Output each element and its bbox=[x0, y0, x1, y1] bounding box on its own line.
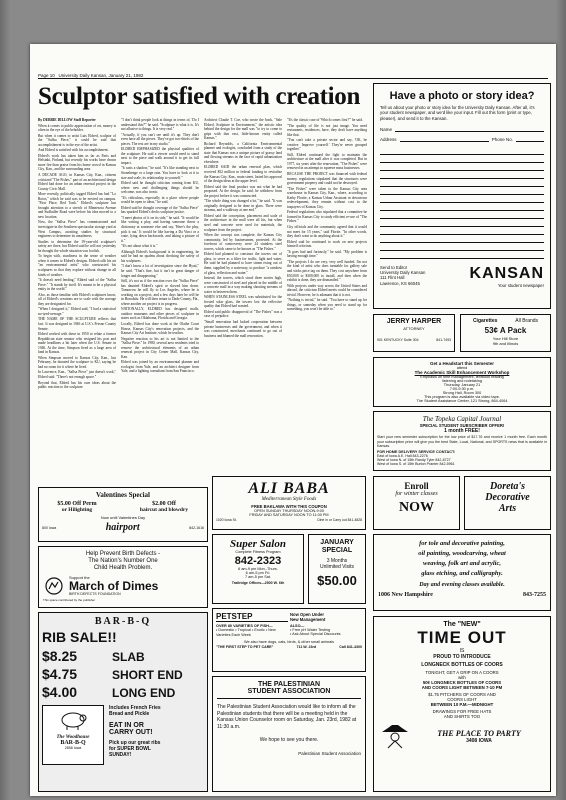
workshop-line: Strong Hall, Room 300 bbox=[442, 391, 482, 395]
paragraph: Still, Eldred continued the fight to maintain the architecture at the mall after it was completed. But in 1977, six years after the renovation, "The Fishes" were removed in an attempt to squeeze mass businesses. bbox=[287, 152, 367, 171]
petstep-over: OVER 80 VARIETIES OF FISH— bbox=[216, 624, 273, 628]
ad-enroll bbox=[373, 476, 460, 530]
woodhouse-name: The Woodhouse bbox=[56, 735, 90, 740]
paragraph: "The whole thing was changed a lot," he said. "It was originally designed to be done in glass. There were streams, and a walkway at one end." bbox=[204, 199, 282, 213]
special-line: 3 Months bbox=[326, 558, 348, 564]
salon-hours: 7 am-5 pm Sat. bbox=[245, 575, 271, 579]
pick-up-line: for SUPER BOWL bbox=[109, 746, 151, 752]
form-lines bbox=[380, 147, 544, 259]
pick-up-line: SUNDAY! bbox=[109, 752, 132, 758]
article-column-4 bbox=[287, 118, 367, 478]
petstep-right bbox=[290, 612, 362, 638]
timeout-new: The "NEW" bbox=[443, 621, 481, 628]
paragraph: Although Eldred's background is in engineering, he said he had no qualms about checking the safety of his sculptures. bbox=[121, 249, 199, 263]
timeout-line: LONGNECK BOTTLES OF COORS bbox=[421, 662, 503, 668]
ad-petstep bbox=[212, 608, 366, 672]
march-of-dimes-emblem-icon bbox=[43, 577, 65, 595]
petstep-phone: Call 841-4300 bbox=[339, 645, 362, 649]
petstep-left bbox=[216, 612, 288, 638]
paragraph: Also, as those familiar with Eldred's sculptures know, all of Eldred's creations are to scale with the acreage they are designated for. bbox=[38, 292, 116, 306]
dimes-line: Child Health Problem. bbox=[93, 565, 153, 571]
topeka-contact: West of Iowa N. of 15th Randy Tyler 842-8727 bbox=[377, 457, 451, 462]
petstep-also-item: • Ask About Special Discounts bbox=[290, 632, 341, 636]
petstep-animals: We also have dogs, cats, birds, & other small animals bbox=[243, 640, 335, 644]
paragraph: Eldred worked with these in 1950 to relate a former Republican state senator who resigned his post and made headlines a bit later when the U.S. Senate in 1946. At the time, Simpson lived as a large area of land in Kansas. bbox=[38, 332, 116, 355]
workshop-title: The Academic Skill Enhancement Workshop bbox=[414, 370, 510, 375]
doretas-name: Decorative bbox=[485, 492, 530, 503]
paragraph: Eldred said he thought coverage of the "Sallsa Piece" has sparked Eldred's decks sculpture justice. bbox=[121, 205, 199, 215]
dimes-line: Help Prevent Birth Defects - bbox=[85, 551, 161, 557]
paragraph: Locally, Eldred has done work at the Olathe Court House, Kansas City's renovation projects, and the Kansas City Art Institute, which he teaches. bbox=[121, 321, 199, 336]
crafts-lines bbox=[378, 539, 546, 579]
hairport-phone: 842-1616 bbox=[189, 525, 204, 530]
paragraph: "Actually, if you can't see until it's up. They don't even have all the pieces. They've got two-thirds of the pieces. The rest are in my studio." bbox=[121, 132, 199, 146]
idea-line[interactable] bbox=[380, 251, 544, 259]
addr-line: Lawrence, KS 66045 bbox=[380, 280, 420, 286]
petstep-items: • Domestic • Tropical • Exotic • New Varieties Each Week bbox=[216, 628, 276, 637]
ad-january-special bbox=[308, 534, 366, 604]
timeout-place-block bbox=[412, 729, 546, 744]
carry-out: CARRY OUT! bbox=[109, 729, 153, 736]
palestinian-signature: Palestinian Student Association bbox=[298, 751, 361, 757]
eat-in: EAT IN OR bbox=[109, 722, 144, 729]
paragraph: BECAUSE THE PROJECT was financed with federal money, regulations stipulated that the structures were government property and could not be destroyed. bbox=[287, 172, 367, 186]
haircut-offer-sub: haircut and blowdry bbox=[139, 507, 189, 513]
workshop-line: attend bbox=[456, 366, 468, 370]
perm-offer-sub: or Hilighting bbox=[61, 507, 93, 513]
topeka-delivery: FOR HOME DELIVERY SERVICE CONTACT: bbox=[377, 449, 456, 454]
workshop-line: The Student Assistance Center, 121 Strong, 864-4064 bbox=[416, 399, 508, 403]
paragraph: "The Fishes" were taken to the Kansas City area warehouse in Kansas City, Kan., where, according to Kathy Florite, a Kansas Urban Assistant in downtown redevelopment, they remain without cost to the taxpayers of Kansas City. bbox=[287, 186, 367, 209]
paragraph: Eldred said public disapproval of "The Fishes" was a case of prejudice. bbox=[204, 309, 282, 319]
paragraph: "It's the classic case of 'Which comes first?'" he said. bbox=[287, 118, 363, 122]
timeout-line: DRAWINGS FOR FREE HATS bbox=[432, 709, 492, 714]
ad-photo-story bbox=[373, 83, 551, 309]
paragraph: Still, it's not as if the reaction over the "Sallsa Piece" has daunted Eldred's spirit or slowed him down. Tomorrow he will fly to Los Angeles, where he is working on a project, and a few days later he will be in Honolulu. He will then return to Dade County, Fla., where another art project is in progress. bbox=[121, 279, 199, 306]
attorney-name: JERRY HARPER bbox=[386, 318, 442, 325]
idea-line[interactable] bbox=[380, 187, 544, 195]
dimes-logo-block bbox=[69, 575, 158, 596]
paragraph: Eldred's work has taken him as far as Paris and Helsinki, Finland, but recently his works have drawn more fire than praise from his home crowd in Kansas City, Kan., and the surrounding area. bbox=[38, 153, 116, 172]
workshop-line: Get a Headstart this Semester bbox=[429, 361, 495, 366]
topeka-body: Start your new semester subscription for the low price of $17.76 and receive 1 month free. Each month your subscription price will give you the best State, Local, National, and SPORTS news that is available in Kansas. bbox=[377, 435, 547, 449]
cowboy-icon bbox=[378, 723, 412, 749]
timeout-title: TIME OUT bbox=[417, 628, 507, 647]
topeka-contact: East of Iowa A.E. Hall 843-2276 bbox=[377, 453, 428, 458]
paragraph: "It casts a shadow," he said. "It's like standing next to Stonehenge or a large ruin. You have to look at it to size and scale, its relationship to yourself." bbox=[121, 166, 199, 180]
paragraph: A DECADE AGO, in Kansas City, Kan., citizens criticized "The Fishes," part of an architectural design Eldred had done for an urban renewal project in the County Civic Mall. bbox=[38, 173, 116, 191]
ad-attorney bbox=[373, 314, 455, 352]
paragraph: "The projects I do are very, very well funded. I'm not the kind of artist who does turntable for gallery sale and sticks price tag on them. They cost anywhere from $50,000 to $300,000 to install, and then when the exhibit is done, they are dismantled." bbox=[287, 259, 367, 283]
ad-photo-story-headline: Have a photo or story idea? bbox=[389, 90, 535, 102]
woodhouse-logo-block bbox=[42, 705, 104, 765]
paragraph: "I don't know a lot of investigation since the Hyatt," he said. "That's fine, but it isn't in great danger of longer and disappearing." bbox=[121, 264, 199, 278]
price: $4.00 bbox=[42, 684, 78, 700]
topeka-contact: West of Iowa S. of 15th Burton Pranter 842-5961 bbox=[377, 461, 455, 466]
crafts-line: weaving, folk art and acrylic, bbox=[423, 560, 501, 567]
salon-logo: Super Salon bbox=[230, 538, 286, 550]
crafts-line: glass etching, and calligraphy. bbox=[421, 570, 503, 577]
idea-line[interactable] bbox=[380, 227, 544, 235]
paragraph: ELDRED EMPHASIZED the physical qualities of the sculpture. He said a viewer would need to stand next to the piece and walk around it to get its full impact. bbox=[121, 147, 199, 165]
headline: Sculptor satisfied with creation bbox=[38, 83, 361, 110]
paragraph: With projects under way across the United States and abroad, the criticism Eldred meets could be considered trivial. However, he is adamant that it is not. bbox=[287, 283, 367, 297]
ad-march-of-dimes bbox=[38, 546, 208, 608]
attorney-phone: 841-7493 bbox=[436, 338, 451, 342]
name-line[interactable] bbox=[395, 127, 544, 132]
send-label: Send to Editor bbox=[380, 264, 408, 270]
timeout-line: AND SHIRTS TOO bbox=[443, 714, 481, 719]
petstep-also-item: • Free pH Water Testing bbox=[290, 628, 331, 632]
dimes-footer: This space contributed by the publisher bbox=[43, 598, 96, 602]
paragraph: And Eldred is satisfied with his accomplishment. bbox=[38, 148, 109, 153]
topeka-title: The Topeka Capital Journal bbox=[422, 415, 502, 423]
ali-baba-line: FRIDAY AND SATURDAY NOON TO 11:00 PM bbox=[249, 513, 329, 517]
paragraph: "When I designed it," Eldred said, "I had a statistical no-tyed-average." bbox=[38, 307, 116, 316]
page-number: Page 10 bbox=[38, 73, 55, 78]
paragraph: When the concept was complete, the Kansas City community, led by businessmen, protested. At the forefront of controversy were 24 stainless steel towers, which came to be known as "The Fishes." bbox=[204, 233, 282, 251]
ad-crafts bbox=[373, 534, 551, 611]
price-item: SHORT END bbox=[112, 668, 183, 682]
paragraph: "It doesn't need lending," Eldred said of the "Sallsa Piece." "It stands by itself. It's meant to be a physical entity in the world." bbox=[38, 278, 116, 292]
topeka-offer: 1 month FREE! bbox=[444, 428, 480, 434]
timeout-line: AND COORS LIGHT BETWEEN 7-10 PM bbox=[421, 685, 503, 690]
petstep-open: Now Open Under bbox=[290, 612, 324, 617]
ali-baba-line: FREE BAKLAWA WITH THIS COUPON bbox=[251, 504, 327, 509]
enroll-sub: for winter classes bbox=[395, 491, 438, 497]
barbecue-details bbox=[104, 705, 204, 765]
dimes-text bbox=[43, 551, 203, 572]
timeout-line: IS bbox=[459, 648, 465, 654]
kansan-logo: KANSAN bbox=[469, 264, 544, 282]
ad-doretas bbox=[464, 476, 551, 530]
idea-line[interactable] bbox=[380, 163, 544, 171]
valentines-right bbox=[124, 501, 204, 513]
includes-line: Includes French Fries bbox=[109, 705, 161, 711]
header-rule bbox=[38, 78, 548, 79]
doretas-name: Arts bbox=[498, 503, 517, 514]
petstep-logo: PETSTEP bbox=[216, 612, 288, 622]
salon-line: Complete Fitness Program bbox=[235, 550, 281, 554]
paragraph: Beyond that, Eldred has his own ideas about the public reaction to the sculpture. bbox=[38, 380, 116, 390]
cigarettes-word: Cigarettes bbox=[472, 318, 498, 324]
rib-sale: RIB SALE!! bbox=[42, 629, 117, 645]
dimes-logo: March of Dimes bbox=[69, 579, 159, 593]
petstep-address: 711 W. 23rd bbox=[296, 645, 317, 649]
enroll-word: Enroll bbox=[404, 481, 429, 491]
price-item: SLAB bbox=[112, 650, 145, 664]
store-location: 9th and Illinois bbox=[492, 341, 519, 346]
ad-topeka-capital bbox=[373, 411, 551, 471]
idea-line[interactable] bbox=[380, 243, 544, 251]
paragraph: "It goes bad and furiously," he said. "My problem is having enough time." bbox=[287, 249, 367, 259]
paragraph: Eldred said he continued to work on new projects himself criticism. bbox=[287, 239, 367, 249]
woodhouse-address: 2858 Iowa bbox=[64, 746, 82, 750]
hairport-logo: hairport bbox=[105, 522, 140, 533]
paragraph: THE NAME OF THE SCULPTURE reflects that fact. It was designed in 1946 at U.S.'s Fresno County Senate. bbox=[38, 317, 116, 331]
paragraph: Negative reaction to his art is not limited to the "Sallsa Piece." In 1980, several area residents tried to remove the architectural elements of an urban renewal project in City Center Mall, Kansas City, Kan. bbox=[121, 336, 199, 359]
doretas-name: Doreta's bbox=[490, 481, 525, 492]
idea-line[interactable] bbox=[380, 179, 544, 187]
paragraph: "You can't take a private sector and say, 'OK, be creative. Improve yourself.' They're never grouped together." bbox=[287, 138, 367, 152]
workshop-line: listening and notetaking bbox=[442, 379, 482, 383]
palestinian-title: THE PALESTINIAN bbox=[257, 681, 321, 688]
palestinian-body: The Palestinian Student Association would like to inform all the Palestinian students that there will be a meeting held in the Kansas Union Counselor room on Saturday, Jan. 23rd, 1982 at 11:30 a.m. bbox=[217, 704, 357, 730]
enroll-now: NOW bbox=[399, 500, 434, 515]
paragraph: But when it comes to artist Luis Eldred, sculptor of the "Sallsa Piece," it could be said that accomplishment is in the eye of the artist. bbox=[38, 133, 116, 147]
paragraph: Eldred said the conception, placement and scale of the architecture in the mall were all his, but when steel and concrete were used for materials, the sculpture from the project. bbox=[204, 213, 282, 232]
valentines-until: Now until Valentines Day bbox=[100, 515, 146, 520]
timeout-place: THE PLACE TO PARTY bbox=[437, 728, 521, 738]
paragraph: Eldred had planned to construct the towers out of glass, to serve as a filter for traffic, light and water. He said he had planned to have steam rising out of them, supplied by a waterway, to produce "a rainbow of glass, reflection and water." bbox=[204, 252, 282, 275]
ali-baba-sub: Mediterranean Style Foods bbox=[261, 497, 317, 502]
send-address bbox=[380, 265, 425, 288]
cigarette-price: 53¢ A Pack bbox=[484, 326, 527, 335]
timeout-line: BETWEEN 10 P.M.—MIDNIGHT bbox=[430, 702, 494, 707]
topeka-subtitle: SPECIAL STUDENT SUBSCRIBER OFFER! bbox=[419, 423, 505, 428]
ad-valentines bbox=[38, 487, 208, 542]
newspaper-page bbox=[30, 44, 556, 796]
ad-time-out bbox=[373, 616, 551, 792]
special-line: Unlimited Visits bbox=[319, 564, 355, 570]
dimes-logo-sub: BIRTH DEFECTS FOUNDATION bbox=[69, 592, 121, 596]
pick-up-line: Pick up our great ribs bbox=[109, 740, 161, 746]
idea-line[interactable] bbox=[380, 219, 544, 227]
paragraph: Studies to determine the 19-year-old sculpture's safety are three, but Eldred said he will not yesterday he thought the whole situation was foolish. bbox=[38, 239, 116, 253]
idea-line[interactable] bbox=[380, 171, 544, 179]
timeout-line: 50¢ LONGNECK BOTTLES OF COORS bbox=[422, 680, 502, 685]
salon-phone: 842-2323 bbox=[234, 555, 282, 567]
price-item: LONG END bbox=[112, 686, 176, 700]
paragraph: Federal regulations also stipulated that a committee be formed in Kansas City to study efficient re-use of "The Fishes." bbox=[287, 210, 367, 224]
article-column-3 bbox=[204, 118, 282, 478]
idea-line[interactable] bbox=[380, 235, 544, 243]
addr-line: 111 Flint Hall bbox=[380, 275, 405, 281]
timeout-line: TONIGHT, GET A GRIP ON A COORS bbox=[425, 670, 499, 675]
attorney-address: 901 KENTUCKY Suite 304 bbox=[377, 338, 419, 342]
timeout-line: $1.75 PITCHERS OF COORS AND bbox=[428, 692, 496, 697]
idea-line[interactable] bbox=[380, 155, 544, 163]
idea-line[interactable] bbox=[380, 203, 544, 211]
article-column-1 bbox=[38, 118, 116, 478]
timeout-line: COORS LIGHT bbox=[447, 697, 477, 702]
pig-icon bbox=[58, 708, 88, 730]
woodhouse-barbq: BAR-B-Q bbox=[60, 740, 86, 746]
haircut-offer: $2.00 Off bbox=[152, 501, 176, 507]
byline: By DEBBIE DILLOW Staff Reporter bbox=[38, 118, 96, 122]
paragraph: In Lawrence, Kan., "Sallsa Piece" just doesn't work," Eldred said. "There's not enough space." bbox=[38, 370, 116, 379]
idea-line[interactable] bbox=[380, 211, 544, 219]
phone-label: Phone No. bbox=[491, 136, 513, 142]
idea-line[interactable] bbox=[380, 147, 544, 155]
paragraph: When Simpson moved to Kansas City, Kan., last February, he donated the sculpture to KU, saying he had no room for it where he lived. bbox=[38, 355, 116, 369]
palestinian-hope: We hope to see you there. bbox=[259, 737, 319, 744]
workshop-line: Emphasis on time management, textbook reading bbox=[420, 375, 504, 379]
paragraph: "The quality of life is not just image. You need restaurants, residences, have, they don't have anything like that. bbox=[287, 123, 367, 137]
ali-baba-logo: ALI BABA bbox=[248, 480, 330, 497]
ad-ali-baba bbox=[212, 476, 366, 530]
ali-baba-line: OPEN SUNDAY THURSDAY NOON-9:00 bbox=[254, 509, 324, 513]
paragraph: Eldred said he thought criticism coming from KU, where new and challenging things should be welcome, was also ironic. bbox=[121, 181, 199, 195]
ad-cigarettes bbox=[460, 314, 551, 352]
paragraph: "I don't think people look at things in terms of, 'Do I understand this?'" he said. "Sculpture is what it is. It's not allusive to things. It is very real." bbox=[121, 118, 199, 132]
paragraph: NATIONALLY, ELDRED has designed malls, outdoor museums and other pieces of sculpture in states such as Oklahoma, Florida and Georgia. bbox=[121, 307, 199, 321]
ad-barbecue bbox=[38, 612, 208, 792]
ad-fitness-salon bbox=[212, 534, 304, 604]
crafts-classes: Day and evening classes available. bbox=[419, 582, 505, 588]
article-column-2 bbox=[121, 118, 199, 478]
timeout-line: PROUD TO INTRODUCE bbox=[433, 654, 491, 660]
paragraph: "It's ridiculous, especially in a place where people would be open to ideas," he said. bbox=[121, 195, 199, 205]
crafts-line: for tole and decorative painting, bbox=[419, 540, 505, 547]
special-title: JANUARY SPECIAL bbox=[320, 539, 354, 554]
hill-store: Your Hill Store bbox=[492, 336, 519, 341]
price: $4.75 bbox=[42, 666, 78, 682]
dimes-line: The Nation's Number One bbox=[88, 558, 158, 564]
kansan-tagline: Your student newspaper bbox=[497, 282, 544, 288]
paragraph: "It's not about what it is." bbox=[121, 244, 158, 249]
workshop-line: Thursday, January 21 bbox=[443, 383, 481, 387]
paragraph: When it comes to public appreciation of art, money is often in the eye of the beholder. bbox=[38, 123, 116, 133]
paragraph: Richard Reynolds, a California Environmental planner and ecologist, concluded from a study of the state that Kansas was a unique picture of grassy land and flowing streams in the face of rapid urbanization elsewhere. bbox=[204, 141, 282, 164]
paragraph: ELDRED SAID the urban renewal plan, which received $52 million in federal funding to revitalize the Kansas City, Kan., main street, lasted his approval of the design ideas at the upper level. bbox=[204, 165, 282, 184]
workshop-line: This program is also available via video tape. bbox=[424, 395, 500, 399]
paragraph: "Nothing is trivial," he said. "You have to stand up for things, or someday when you need to stand up for something, you won't be able to." bbox=[287, 298, 367, 312]
petstep-also: ALSO— bbox=[290, 624, 305, 628]
valentines-left bbox=[42, 501, 112, 513]
dimes-support: Support the bbox=[69, 575, 90, 580]
paragraph: More recently, politically tagged Eldred has had "Lo Rotos," which he said was to be erected on campus. "First Place, Red Tonk." Eldred's sculpture has brought attention to a stretch of Minnesota Avenue and Sudbuller Road were before his idea moved to a new location. bbox=[38, 192, 116, 219]
barbecue-header: BAR-B-Q bbox=[94, 616, 152, 627]
palestinian-title-block bbox=[217, 681, 361, 699]
publication-line: University Daily Kansan, January 21, 1982 bbox=[58, 73, 144, 78]
ad-palestinian-students bbox=[212, 676, 366, 792]
perm-offer: $5.00 Off Perm bbox=[57, 501, 97, 507]
paragraph: "Small renovation had lacked cooperation between private businesses and the government, and when it was constructed, merchants continued to go out of business and blamed the mall renovation. bbox=[204, 319, 282, 338]
paragraph: WHEN STAINLESS STEEL was substituted for the frosted solar glass, the towers lost the reflective quality that Eldred had wanted. bbox=[204, 295, 282, 309]
petstep-mgmt: New Management bbox=[290, 617, 326, 622]
address-line[interactable] bbox=[400, 137, 489, 142]
price: $8.25 bbox=[42, 648, 78, 664]
ad-photo-story-body: Tell us about your photo or story idea for the University Daily Kansan. After all, it's your student newspaper, and we'd like your input. Fill out this form (print or type, please!), and send it to the Kansan. bbox=[380, 105, 535, 121]
petstep-slogan: "THE FIRST STEP TO PET CARE" bbox=[216, 645, 274, 649]
name-label: Name bbox=[380, 126, 393, 132]
paragraph: Instead, the towers, which stood three stories high, were constructed of steel and placed in the middle of a concrete mall in a way making shooting streams of water in between them. bbox=[204, 276, 282, 294]
ali-baba-address: 1020 Iowa St. bbox=[216, 518, 237, 522]
phone-line[interactable] bbox=[516, 137, 544, 142]
salon-hours: 6 am-5 pm Fri. bbox=[245, 571, 271, 575]
special-price: $50.00 bbox=[317, 573, 357, 588]
timeout-address: 3408 IOWA bbox=[466, 737, 492, 744]
all-brands: All Brands bbox=[515, 318, 539, 324]
idea-line[interactable] bbox=[380, 195, 544, 203]
timeout-line: with bbox=[458, 675, 466, 680]
salon-address: Trailridge Offices—2500 W. 6th bbox=[231, 581, 285, 585]
valentines-title: Valentines Special bbox=[96, 491, 150, 499]
includes-line: Bread and Pickle bbox=[109, 711, 150, 717]
paragraph: Now, the "Sallsa Piece" has commissioned and investigate in the Southern spectacular storage yard at West Campus, awaiting studies by structural engineers to determine its unsafeness. bbox=[38, 220, 116, 239]
ali-baba-phone: Dine in or Carry out 841-4828 bbox=[317, 518, 362, 522]
crafts-address: 1006 New Hampshire bbox=[378, 592, 433, 598]
paragraph: "I meet photos of it on its side," he said. "It would be like writing a play, and having someone throw a dictionary at someone else and say, 'Here's the play, pick it out.' It would be like having a Da Vinci or a crate, lying down backwards, and taking a picture of it." bbox=[121, 215, 199, 243]
hairport-address: 800 Iowa bbox=[42, 525, 57, 530]
paragraph: Eldred was joined by an environmental planner and ecologist from Yale, and an architect designer from Yale, and a lighting consultant from San Francisco. bbox=[121, 360, 199, 374]
workshop-line: 7:00-9:30 p.m. bbox=[449, 387, 475, 391]
paragraph: Architect Claude T. Coe, who wrote the book, "Sale Eldred, Sculpture in Environment," the artistic idea behind the design for the mall was "to try to come to grips with that vast, little-known entity called Kansas." bbox=[204, 118, 282, 141]
paragraph: Eldred said the final product was not what he had proposed. At the design, he said, he withdrew from the project before it was constructed. bbox=[204, 184, 282, 198]
salon-hours: 6 am-9 pm Mon.-Thurs. bbox=[238, 567, 278, 571]
palestinian-title: STUDENT ASSOCIATION bbox=[247, 688, 331, 695]
addr-line: University Daily Kansan bbox=[380, 270, 426, 276]
attorney-title: ATTORNEY bbox=[403, 326, 425, 331]
kansan-logo-block bbox=[470, 265, 544, 288]
crafts-line: oil painting, woodcarving, wheat bbox=[418, 550, 506, 557]
ad-workshop bbox=[373, 357, 551, 407]
crafts-phone: 843-7255 bbox=[523, 592, 546, 598]
paragraph: To begin with, sturdiness in the sense of weather when it comes to Eldred's designs. Eldred calls his art "an environmental artist" who constructed his sculptures so that they explore without change in all kinds of weather. bbox=[38, 254, 116, 277]
paragraph: City officials and the community agreed that it would not meet for 15 years," said Florite. "In other words, they don't want to do anything about it." bbox=[287, 225, 367, 239]
address-label: Address bbox=[380, 136, 397, 142]
